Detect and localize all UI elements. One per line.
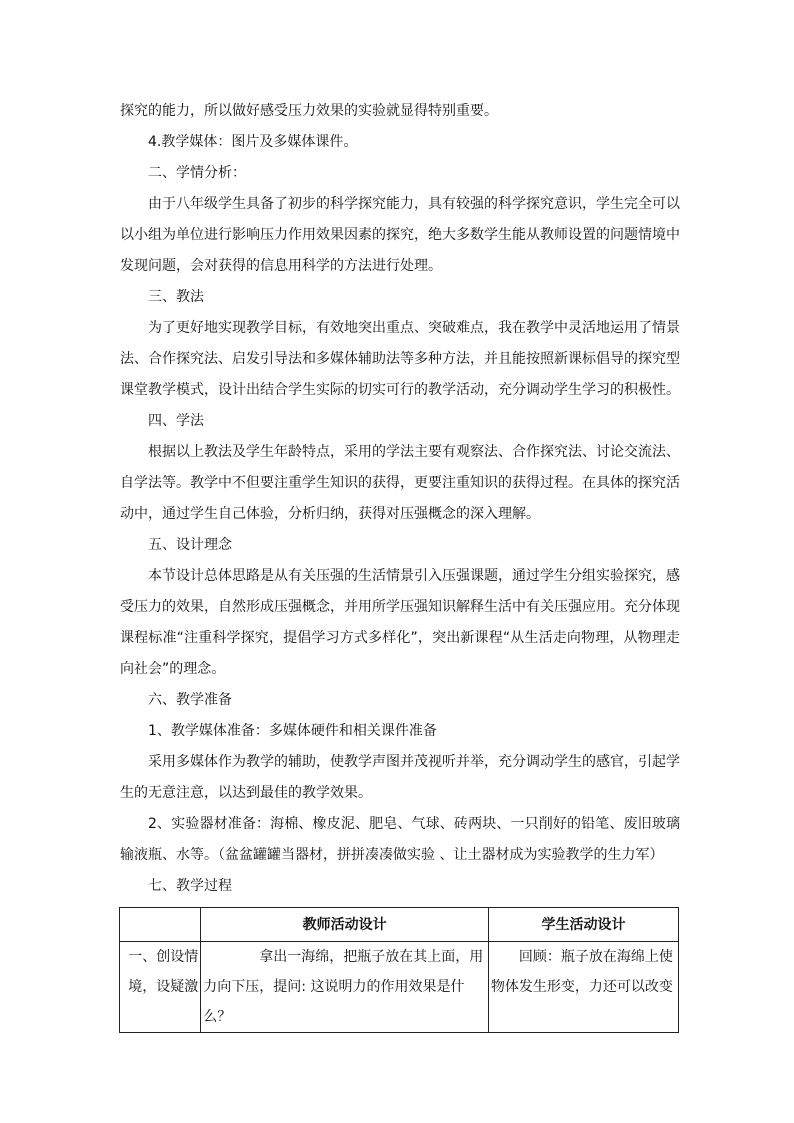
- paragraph-multimedia: 采用多媒体作为教学的辅助，使教学声图并茂视听并举，充分调动学生的感官，引起学生的无意注意，以达到最佳的教学效果。: [120, 754, 680, 801]
- section-heading-design-concept: 五、设计理念: [148, 537, 232, 553]
- paragraph-1: 探究的能力，所以做好感受压力效果的实验就显得特别重要。: [120, 103, 498, 119]
- table-header-student: 学生活动设计: [488, 908, 678, 942]
- table-cell-teacher: 拿出一海绵，把瓶子放在其上面，用力向下压，提问: 这说明力的作用效果是什么？: [201, 942, 489, 1033]
- paragraph-student-analysis: 由于八年级学生具备了初步的科学探究能力，具有较强的科学探究意识，学生完全可以以小组为单位进行影响压力作用效果因素的探究，绝大多数学生能从教师设置的问题情境中发现问题，会对获得的信息用科学的方法进行处理。: [120, 196, 680, 274]
- table-cell-stage: 一、创设情境，设疑激: [120, 942, 201, 1033]
- table-header-teacher: 教师活动设计: [201, 908, 489, 942]
- section-heading-teaching-method: 三、教法: [148, 289, 204, 305]
- paragraph-media: 4.教学媒体：图片及多媒体课件。: [148, 134, 358, 150]
- paragraph-media-preparation: 1、教学媒体准备：多媒体硬件和相关课件准备: [148, 723, 437, 739]
- paragraph-teaching-method: 为了更好地实现教学目标，有效地突出重点、突破难点，我在教学中灵活地运用了情景法、合作探究法、启发引导法和多媒体辅助法等多种方法，并且能按照新课标倡导的探究型课堂教学模式，设计出结合学生实际的切实可行的教学活动，充分调动学生学习的积极性。: [120, 320, 680, 398]
- document-body: [120, 96, 680, 902]
- table-row: [120, 942, 679, 1033]
- teaching-process-table: [119, 907, 679, 1033]
- paragraph-learning-method: 根据以上教法及学生年龄特点，采用的学法主要有观察法、合作探究法、讨论交流法、自学法等。教学中不但要注重学生知识的获得，更要注重知识的获得过程。在具体的探究活动中，通过学生自己体验，分析归纳，获得对压强概念的深入理解。: [120, 444, 680, 522]
- paragraph-equipment: 2、实验器材准备：海棉、橡皮泥、肥皂、气球、砖两块、一只削好的铅笔、废旧玻璃输液瓶、水等。（盆盆罐罐当器材，拼拼凑凑做实验 、让土器材成为实验教学的生力军）: [120, 816, 680, 863]
- section-heading-learning-method: 四、学法: [148, 413, 204, 429]
- paragraph-design-concept: 本节设计总体思路是从有关压强的生活情景引入压强课题，通过学生分组实验探究，感受压力的效果，自然形成压强概念，并用所学压强知识解释生活中有关压强应用。充分体现课程标准“注重科学探究，提倡学习方式多样化”，突出新课程“从生活走向物理，从物理走向社会”的理念。: [120, 568, 680, 677]
- table-header-row: [120, 908, 679, 942]
- section-heading-preparation: 六、教学准备: [148, 692, 232, 708]
- section-heading-student-analysis: 二、学情分析：: [148, 165, 246, 181]
- section-heading-teaching-process: 七、教学过程: [148, 878, 232, 894]
- table-cell-student: 回顾：瓶子放在海绵上使物体发生形变，力还可以改变: [488, 942, 678, 1033]
- table-header-stage: [120, 908, 201, 942]
